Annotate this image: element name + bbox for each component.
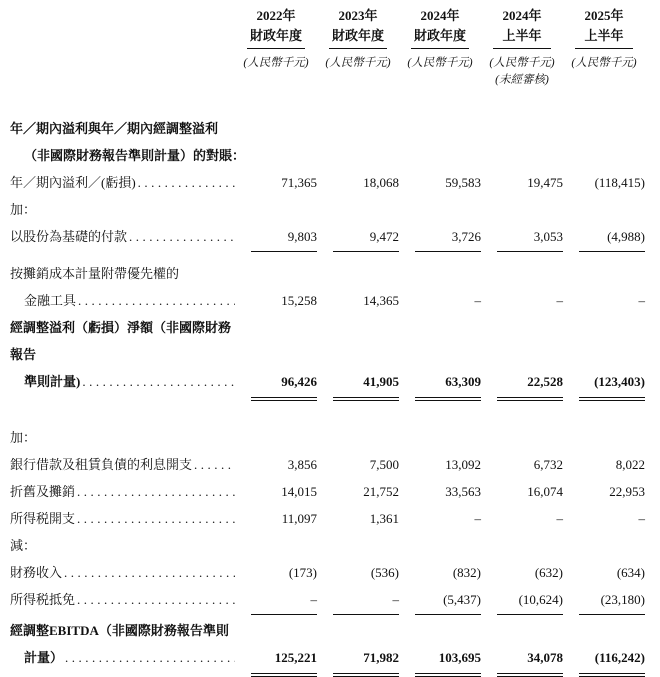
table-row-income-tax-expense xyxy=(10,505,645,532)
value-cell: (123,403) xyxy=(563,368,645,398)
dot-leader xyxy=(64,559,235,586)
col-unit: (人民幣千元) xyxy=(325,57,391,69)
col-unit: (人民幣千元) xyxy=(243,57,309,69)
value-cell: – xyxy=(474,511,481,526)
value-cell: (632) xyxy=(534,565,563,580)
value-cell: 8,022 xyxy=(615,457,645,472)
dot-leader xyxy=(194,451,235,478)
row-label: 經調整EBITDA（非國際財務報告準則 xyxy=(10,623,229,638)
col-unit: (人民幣千元) xyxy=(571,57,637,69)
value-cell: 19,475 xyxy=(527,175,563,190)
col-period: 財政年度 xyxy=(413,28,466,43)
value-cell: (23,180) xyxy=(563,586,645,615)
value-cell: 3,053 xyxy=(481,223,563,252)
header-rule xyxy=(247,48,305,49)
value-cell: 6,732 xyxy=(533,457,563,472)
value-cell: – xyxy=(638,511,645,526)
value-cell: (118,415) xyxy=(594,175,645,190)
value-cell: 71,982 xyxy=(317,644,399,674)
col-year: 2024年 xyxy=(502,8,542,23)
value-cell: 14,015 xyxy=(281,484,317,499)
table-header xyxy=(10,6,645,89)
value-cell: 59,583 xyxy=(445,175,481,190)
col-period: 上半年 xyxy=(584,28,624,43)
value-cell: 41,905 xyxy=(317,368,399,398)
section-heading-line1 xyxy=(10,115,645,142)
value-cell: 63,309 xyxy=(399,368,481,398)
value-cell: 22,528 xyxy=(481,368,563,398)
col-period: 財政年度 xyxy=(249,28,302,43)
value-cell: 3,856 xyxy=(287,457,317,472)
value-cell: 15,258 xyxy=(281,293,317,308)
table-row-depreciation-amortisation xyxy=(10,478,645,505)
value-cell: 96,426 xyxy=(235,368,317,398)
col-period: 上半年 xyxy=(502,28,542,43)
value-cell: – xyxy=(556,293,563,308)
table-row-adjusted-net-profit xyxy=(10,368,645,398)
table-row-profit-for-year xyxy=(10,169,645,196)
row-label: 銀行借款及租賃負債的利息開支 xyxy=(10,457,193,472)
dot-leader xyxy=(77,478,235,505)
value-cell: (5,437) xyxy=(399,586,481,615)
table-row-adjusted-net-profit-line1 xyxy=(10,314,645,368)
row-label: 年／期內溢利與年／期內經調整溢利 xyxy=(10,121,219,136)
value-cell: 71,365 xyxy=(281,175,317,190)
value-cell: 7,500 xyxy=(369,457,399,472)
header-rule xyxy=(329,48,387,49)
header-rule xyxy=(493,48,551,49)
value-cell: 11,097 xyxy=(281,511,317,526)
table-row-adjusted-ebitda xyxy=(10,644,645,674)
value-cell: (173) xyxy=(288,565,317,580)
col-year: 2024年 xyxy=(420,8,460,23)
dot-leader xyxy=(77,505,235,532)
dot-leader xyxy=(78,287,235,314)
table-row-financial-instruments-line1 xyxy=(10,260,645,287)
value-cell: – xyxy=(556,511,563,526)
table-row-add-label-2 xyxy=(10,424,645,451)
table-row-interest-expense xyxy=(10,451,645,478)
header-rule xyxy=(411,48,469,49)
value-cell: (634) xyxy=(616,565,645,580)
col-year: 2023年 xyxy=(338,8,378,23)
value-cell: 9,803 xyxy=(235,223,317,252)
value-cell: 21,752 xyxy=(363,484,399,499)
col-header-h1-2025 xyxy=(563,6,645,72)
value-cell: 125,221 xyxy=(235,644,317,674)
row-label: 折舊及攤銷 xyxy=(10,484,76,499)
table-row-less-label xyxy=(10,532,645,559)
col-unit: (人民幣千元) xyxy=(489,57,555,69)
table-body xyxy=(10,115,645,674)
col-header-fy2023 xyxy=(317,6,399,72)
value-cell: 33,563 xyxy=(445,484,481,499)
value-cell: 16,074 xyxy=(527,484,563,499)
dot-leader xyxy=(77,586,235,613)
value-cell: 3,726 xyxy=(399,223,481,252)
row-label: 準則計量) xyxy=(24,374,81,389)
table-row-financial-instruments xyxy=(10,287,645,314)
row-label: 所得税抵免 xyxy=(10,592,76,607)
value-cell: (4,988) xyxy=(563,223,645,252)
value-cell: 22,953 xyxy=(609,484,645,499)
row-label: 年／期內溢利／(虧損) xyxy=(10,175,136,190)
value-cell: 9,472 xyxy=(317,223,399,252)
row-label: 財務收入 xyxy=(10,565,63,580)
dot-leader xyxy=(82,368,235,395)
value-cell: 34,078 xyxy=(481,644,563,674)
table-row-finance-income xyxy=(10,559,645,586)
col-year: 2022年 xyxy=(256,8,296,23)
dot-leader xyxy=(65,644,235,671)
value-cell: 103,695 xyxy=(399,644,481,674)
table-row-adjusted-ebitda-line1 xyxy=(10,617,645,644)
value-cell: – xyxy=(474,293,481,308)
table-row-share-based-payments xyxy=(10,223,645,252)
col-year: 2025年 xyxy=(584,8,624,23)
col-note: (未經審核) xyxy=(495,74,549,86)
row-label: 金融工具 xyxy=(24,293,77,308)
value-cell: – xyxy=(317,586,399,615)
row-label: 以股份為基礎的付款 xyxy=(10,229,128,244)
header-rule xyxy=(575,48,633,49)
row-label: 所得税開支 xyxy=(10,511,76,526)
table-row-income-tax-credit xyxy=(10,586,645,615)
value-cell: – xyxy=(235,586,317,615)
col-unit: (人民幣千元) xyxy=(407,57,473,69)
value-cell: (536) xyxy=(370,565,399,580)
col-header-fy2024 xyxy=(399,6,481,72)
value-cell: 18,068 xyxy=(363,175,399,190)
row-label: 計量） xyxy=(24,650,64,665)
col-header-fy2022 xyxy=(235,6,317,72)
row-label: 加： xyxy=(10,202,37,217)
value-cell: 14,365 xyxy=(363,293,399,308)
value-cell: 1,361 xyxy=(369,511,399,526)
row-label: 減： xyxy=(10,538,37,553)
value-cell: (10,624) xyxy=(481,586,563,615)
col-period: 財政年度 xyxy=(331,28,384,43)
row-label: 加： xyxy=(10,430,37,445)
value-cell: (116,242) xyxy=(563,644,645,674)
col-header-h1-2024 xyxy=(481,6,563,89)
row-label: 經調整溢利（虧損）淨額（非國際財務報告 xyxy=(10,320,232,362)
section-heading-line2 xyxy=(10,142,645,169)
value-cell: 13,092 xyxy=(445,457,481,472)
value-cell: – xyxy=(638,293,645,308)
dot-leader xyxy=(138,169,235,196)
row-label: （非國際財務報告準則計量）的對賬： xyxy=(24,148,246,163)
table-row-add-label xyxy=(10,196,645,223)
dot-leader xyxy=(129,223,235,250)
row-label: 按攤銷成本計量附帶優先權的 xyxy=(10,266,180,281)
value-cell: (832) xyxy=(452,565,481,580)
